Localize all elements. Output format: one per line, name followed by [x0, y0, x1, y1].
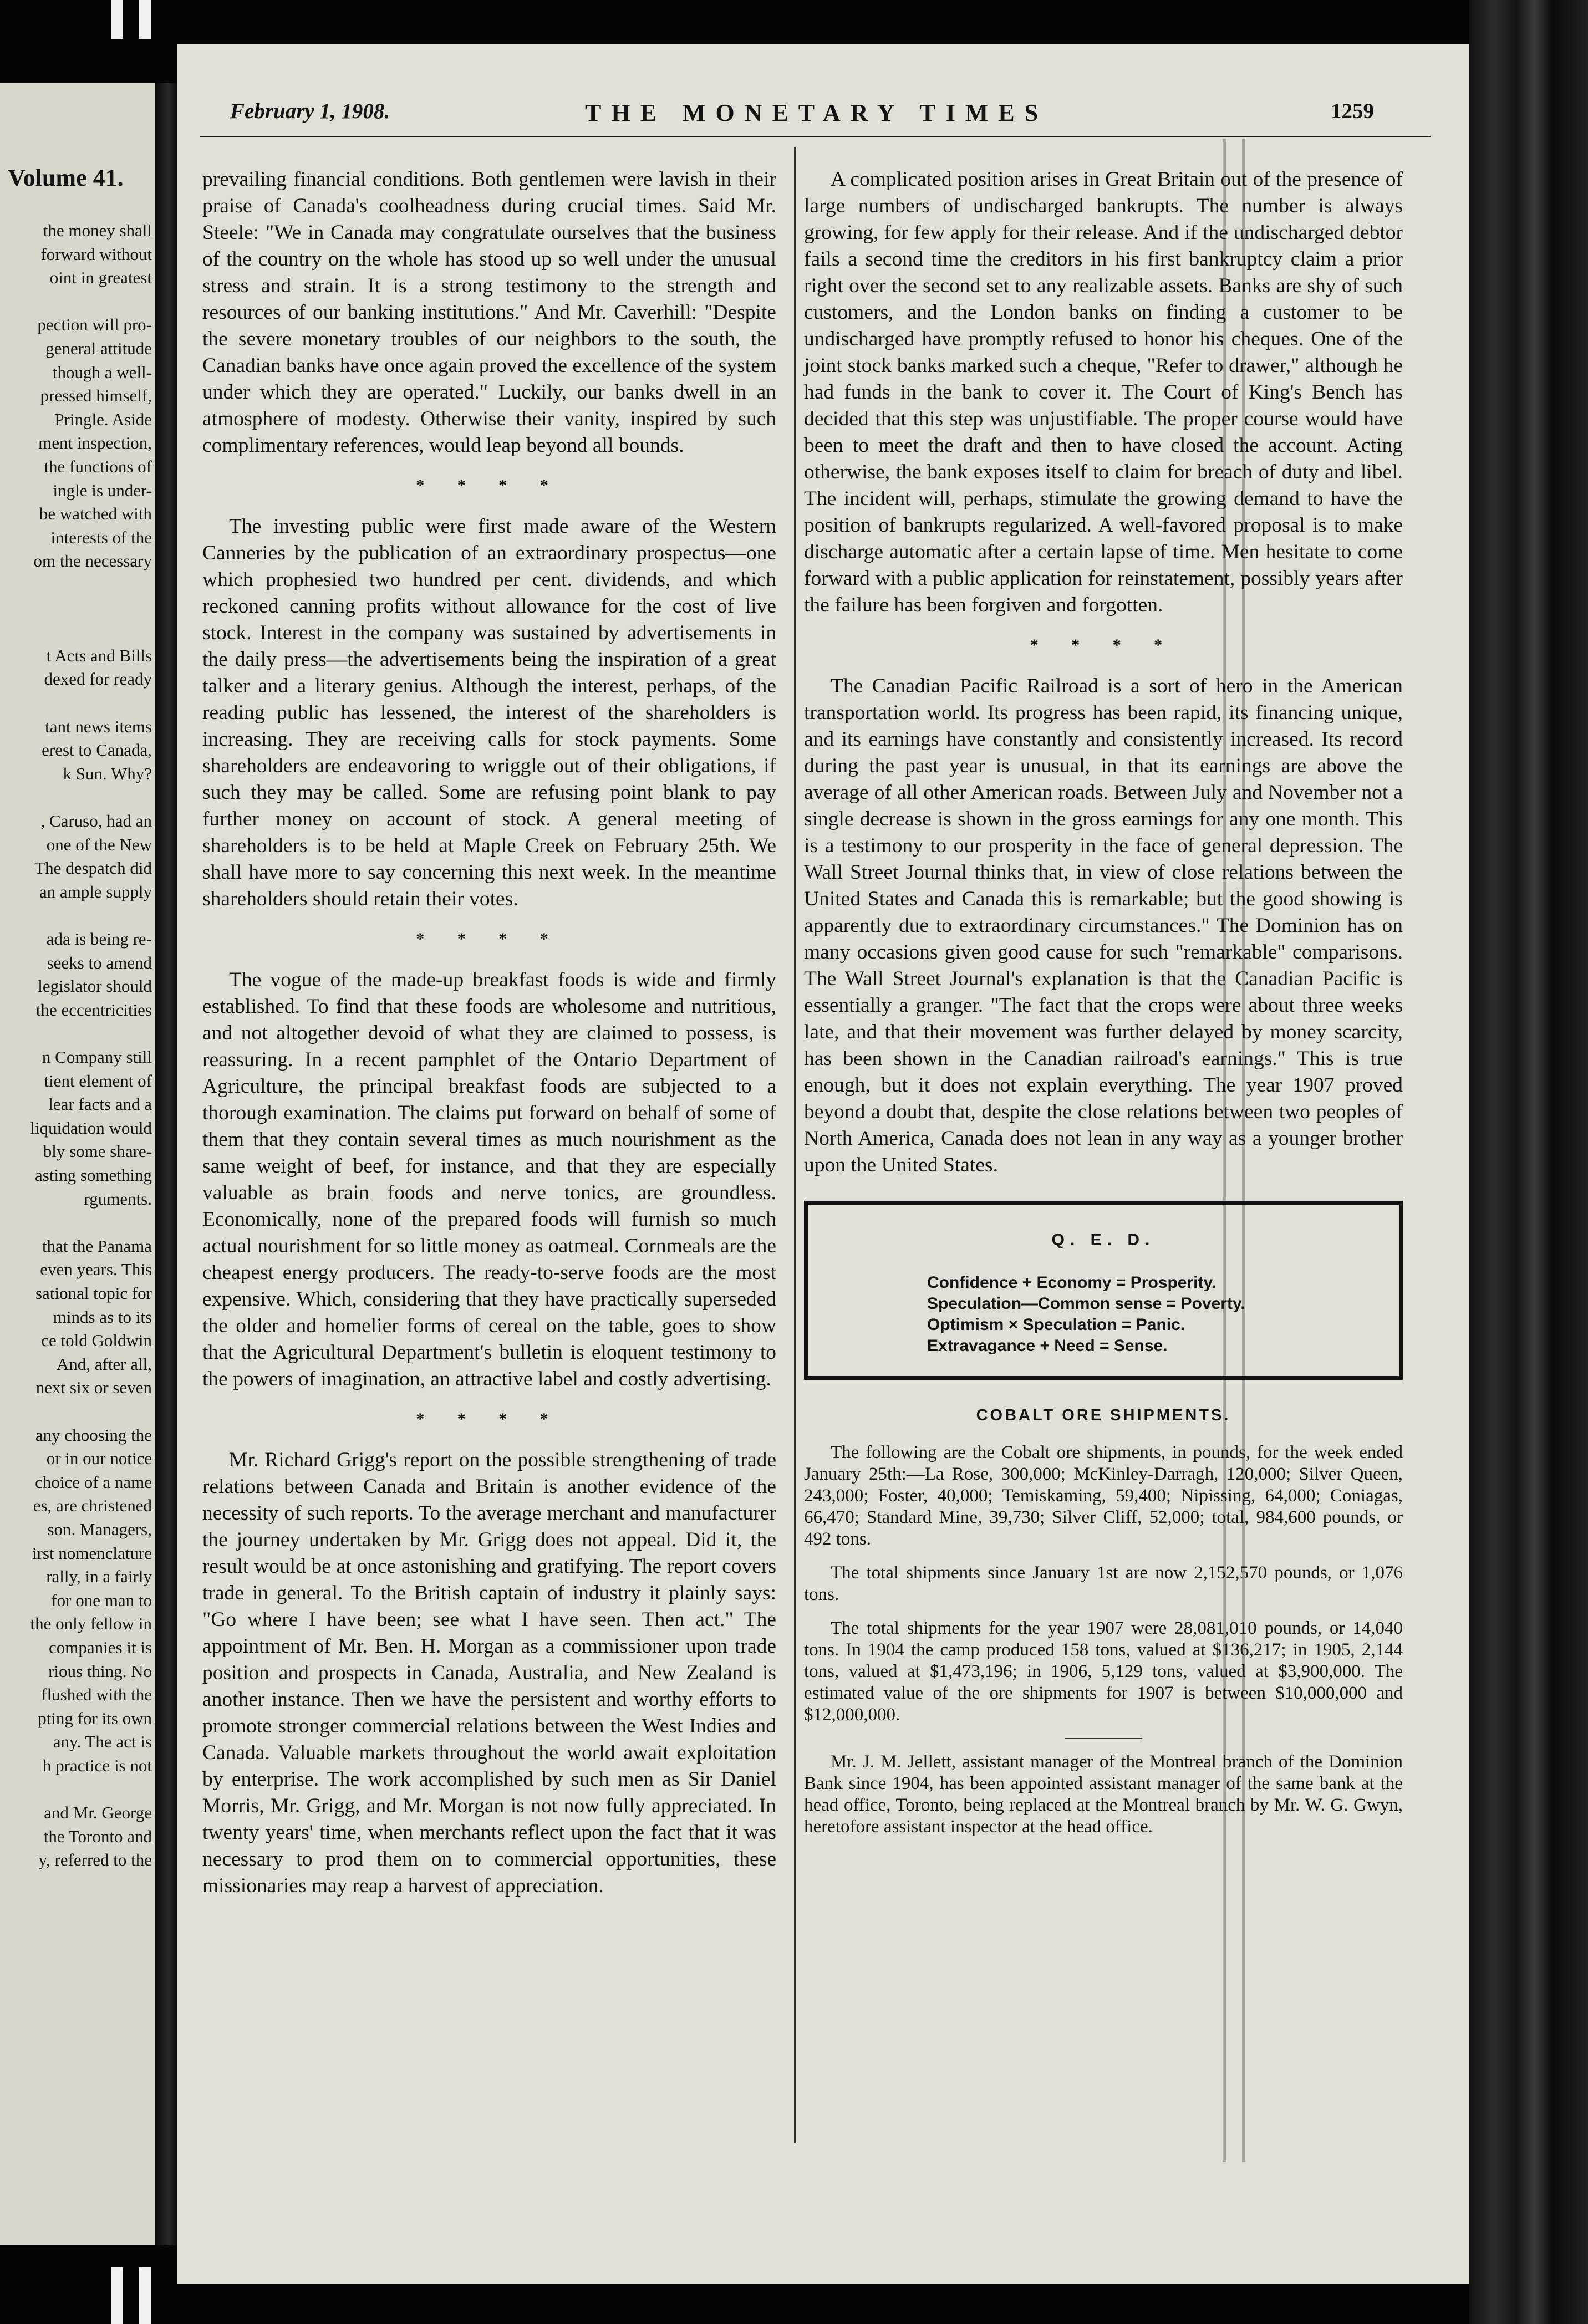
- section-separator: * * * *: [416, 930, 563, 948]
- facing-page-line: one of the New: [46, 834, 152, 854]
- film-mark-top-left-1: [111, 0, 123, 39]
- facing-page-line: rally, in a fairly: [46, 1567, 152, 1587]
- facing-page-line: general attitude: [45, 339, 152, 358]
- article-bank-praise: prevailing financial conditions. Both gentlemen were lavish in their praise of Canada's coolheadness during crucial times. Said Mr. Steele: "We in Canada may congratulate ourselves that the business of the country on the whole has stood up so well under the unusual stress and strain. It is a strong testimony to the strength and resources of our banking institutions." And Mr. Caverhill: "Despite the severe monetary troubles of our neighbors to the south, the Canadian banks have once again proved the excellence of the system under which they are operated." Luckily, our banks dwell in an atmosphere of modesty. Otherwise their vanity, inspired by such complimentary references, would leap beyond all bounds.: [202, 168, 777, 457]
- divider: [1065, 1738, 1142, 1739]
- facing-page-line: that the Panama: [42, 1236, 152, 1256]
- facing-page-line: Pringle. Aside: [54, 409, 152, 429]
- facing-page-line: bly some share-: [43, 1141, 152, 1161]
- facing-page-line: and Mr. George: [44, 1803, 152, 1823]
- facing-page-line: choice of a name: [35, 1472, 152, 1492]
- facing-page-line: And, after all,: [56, 1354, 152, 1374]
- jellett-notice: Mr. J. M. Jellett, assistant manager of the Montreal branch of the Dominion Bank since 1904, has been appointed assistant manager of the same bank at the head office, Toronto, being replaced at the Montreal branch by Mr. W. G. Gwyn, heretofore assistant inspector at the head office.: [804, 1752, 1403, 1837]
- facing-page-line: forward without: [40, 244, 152, 264]
- facing-page-line: ment inspection,: [38, 433, 152, 453]
- facing-page-line: , Caruso, had an: [40, 811, 152, 830]
- facing-page-line: the Toronto and: [43, 1826, 152, 1846]
- facing-page-line: ada is being re-: [46, 929, 152, 949]
- facing-page-line: seeks to amend: [47, 952, 152, 972]
- facing-page-line: interests of the: [50, 527, 152, 547]
- article-grigg-report: Mr. Richard Grigg's report on the possible strengthening of trade relations between Canada and Britain is another evidence of the necessity of such reports. To the average merchant and manufacturer the journey undertaken by Mr. Grigg does not appeal. Did it, the result would be at once astonishing and gratifying. The report covers trade in general. To the British captain of industry it plainly says: "Go where I have been; see what I have seen. Then act." The appointment of Mr. Ben. H. Morgan as a commissioner upon trade position and prospects in Canada, Australia, and New Zealand is another instance. Then we have the persistent and worthy efforts to promote stronger commercial relations between the West Indies and Canada. Valuable markets throughout the world await exploitation by enterprise. The work accomplished by such men as Sir Daniel Morris, Mr. Grigg, and Mr. Morgan is not now fully appreciated. In twenty years' time, when merchants reflect upon the fact that it was necessary to prod them on to commercial opportunities, these missionaries may reap a harvest of appreciation.: [202, 1449, 776, 1897]
- facing-page-line: rguments.: [84, 1189, 152, 1209]
- facing-page-line: oint in greatest: [49, 268, 152, 288]
- issue-date: February 1, 1908.: [230, 99, 390, 123]
- section-separator: * * * *: [416, 1410, 563, 1428]
- facing-page-line: any. The act is: [53, 1732, 152, 1752]
- facing-page-line: son. Managers,: [47, 1520, 152, 1539]
- qed-line: Confidence + Economy = Prosperity.: [927, 1273, 1217, 1292]
- cobalt-since-january: The total shipments since January 1st are now 2,152,570 pounds, or 1,076 tons.: [804, 1563, 1403, 1604]
- facing-page-line: y, referred to the: [38, 1850, 152, 1870]
- qed-line: Optimism × Speculation = Panic.: [927, 1316, 1185, 1334]
- facing-page-line: k Sun. Why?: [63, 763, 152, 783]
- qed-title: Q. E. D.: [1051, 1231, 1156, 1249]
- facing-page-line: though a well-: [52, 362, 152, 382]
- header-rule: [200, 136, 1431, 137]
- facing-page-line: tant news items: [45, 716, 152, 736]
- facing-page-line: sational topic for: [35, 1283, 152, 1303]
- facing-page-line: pting for its own: [38, 1708, 152, 1728]
- facing-page-line: companies it is: [49, 1638, 152, 1657]
- film-mark-top-left-2: [139, 0, 151, 39]
- facing-page-line: the eccentricities: [35, 1000, 152, 1020]
- volume-label: Volume 41.: [8, 164, 124, 191]
- facing-page-line: n Company still: [42, 1047, 152, 1067]
- facing-page-line: asting something: [35, 1165, 152, 1185]
- facing-page-line: h practice is not: [42, 1756, 152, 1775]
- facing-page-line: erest to Canada,: [42, 740, 152, 760]
- masthead-title: THE MONETARY TIMES: [585, 99, 1049, 126]
- facing-page-line: the functions of: [44, 457, 152, 476]
- facing-page-line: even years. This: [40, 1260, 152, 1280]
- facing-page-line: minds as to its: [53, 1307, 152, 1327]
- facing-page-line: for one man to: [51, 1590, 152, 1610]
- facing-page-line: pection will pro-: [37, 315, 152, 335]
- facing-page-line: flushed with the: [41, 1685, 152, 1705]
- article-breakfast-foods: The vogue of the made-up breakfast foods is wide and firmly established. To find that these foods are wholesome and nutritious, and not altogether devoid of what they are claimed to possess, is reassuring. In a recent pamphlet of the Ontario Department of Agriculture, the principal breakfast foods are subjected to a thorough examination. The claims put forward on behalf of some of them that they contain several times as much nourishment as the same weight of beef, for instance, and that they are especially valuable as brain foods and nerve tonics, are groundless. Economically, none of the prepared foods will furnish so much actual nourishment for so little money as oatmeal. Cornmeals are the cheapest energy producers. The ready-to-serve foods are the most expensive. Which, considering that they have practically superseded the older and homelier forms of cereal on the table, goes to show that the Agricultural Department's bulletin is eloquent testimony to the powers of imagination, an attractive label and costly advertising.: [202, 969, 776, 1390]
- left-column: [202, 166, 776, 1899]
- facing-page-line: es, are christened: [33, 1496, 152, 1516]
- facing-page-line: legislator should: [38, 976, 152, 996]
- cobalt-weekly: The following are the Cobalt ore shipments, in pounds, for the week ended January 25th:—La Rose, 300,000; McKinley-Darragh, 120,000; Silver Queen, 243,000; Foster, 40,000; Temiskaming, 59,400; Nipissing, 64,000; Coniagas, 66,470; Standard Mine, 39,730; Silver Cliff, 52,000; total, 984,600 pounds, or 492 tons.: [804, 1443, 1403, 1549]
- cobalt-yearly: The total shipments for the year 1907 were 28,081,010 pounds, or 14,040 tons. In 1904 the camp produced 158 tons, valued at $136,217; in 1905, 2,144 tons, valued at $1,473,196; in 1906, 5,129 tons, valued at $3,900,000. The estimated value of the ore shipments for 1907 is between $10,000,000 and $12,000,000.: [804, 1618, 1403, 1725]
- facing-page-line: om the necessary: [33, 551, 152, 571]
- facing-page-line: the only fellow in: [30, 1614, 152, 1634]
- facing-page-line: ce told Goldwin: [41, 1331, 152, 1350]
- facing-page-line: The despatch did: [34, 858, 152, 878]
- facing-page-line: or in our notice: [46, 1449, 152, 1469]
- facing-page-line: pressed himself,: [40, 386, 152, 406]
- film-mark-bottom-left-2: [139, 2267, 151, 2324]
- facing-page-line: the money shall: [43, 221, 152, 240]
- section-separator: * * * *: [416, 476, 563, 495]
- facing-page-fragment: [0, 83, 155, 2245]
- facing-page-line: be watched with: [39, 504, 152, 524]
- facing-page-line: rious thing. No: [48, 1661, 152, 1681]
- facing-page-line: irst nomenclature: [32, 1543, 152, 1563]
- facing-page-line: tient element of: [44, 1071, 152, 1090]
- section-separator: * * * *: [1030, 636, 1177, 654]
- facing-page-line: any choosing the: [35, 1425, 152, 1445]
- qed-box: [804, 1201, 1403, 1380]
- article-undischarged-bankrupts: A complicated position arises in Great Britain out of the presence of large numbers of undischarged bankrupts. The number is always growing, for few apply for their release. And if the undischarged debtor fails a second time the creditors in his first bankruptcy claim a prior right over the second set to any realizable assets. Banks are shy of such customers, and the London banks on finding a customer to be undischarged have promptly refused to honor his cheques. One of the joint stock banks marked such a cheque, "Refer to drawer," although he had funds in the bank to cover it. The Court of King's Bench has decided that this step was unjustifiable. The proper course would have been to meet the draft and then to have closed the account. Acting otherwise, the bank exposes itself to claim for breach of duty and libel. The incident will, perhaps, stimulate the growing demand to have the position of bankrupts regularized. A well-favored proposal is to make discharge automatic after a certain lapse of time. Men hesitate to come forward with a public application for reinstatement, possibly years after the failure has been forgiven and forgotten.: [804, 168, 1403, 616]
- film-mark-bottom-left-1: [111, 2267, 123, 2324]
- article-canadian-pacific: The Canadian Pacific Railroad is a sort of hero in the American transportation world. Its progress has been rapid, its financing unique, and its earnings have constantly and consistently increased. Its record during the past year is unusual, in that its earnings are above the average of all other American roads. Between July and November not a single decrease is shown in the gross earnings for any one month. This is a testimony to our prosperity in the face of general depression. The Wall Street Journal thinks that, in view of close relations between the United States and Canada this is remarkable; but the good showing is apparently due to extraordinary circumstances." The Dominion has on many occasions given good cause for such "remarkable" comparisons. The Wall Street Journal's explanation is that the Canadian Pacific is essentially a granger. "The fact that the crops were about three weeks late, and that their movement was further delayed by money scarcity, has been shown in the Canadian railroad's earnings." This is true enough, but it does not explain everything. The year 1907 proved beyond a doubt that, despite the close relations between two peoples of North America, Canada does not lean in any way as a younger brother upon the United States.: [804, 675, 1403, 1176]
- qed-line: Extravagance + Need = Sense.: [927, 1337, 1168, 1355]
- facing-page-line: ingle is under-: [53, 480, 152, 500]
- qed-line: Speculation—Common sense = Poverty.: [927, 1294, 1245, 1313]
- cobalt-heading: COBALT ORE SHIPMENTS.: [976, 1406, 1231, 1424]
- page-edge-stack: [1469, 0, 1588, 2324]
- facing-page-line: liquidation would: [30, 1118, 152, 1138]
- article-western-canneries: The investing public were first made aware of the Western Canneries by the publication of an extraordinary prospectus—one which prophesied two hundred per cent. dividends, and which reckoned canning profits without allowance for the cost of live stock. Interest in the company was sustained by advertisements in the daily press—the advertisements being the inspiration of a great talker and a literary genius. Although the interest, perhaps, of the reading public has lessened, the interest of the shareholders is increasing. They are receiving calls for stock payments. Some shareholders are endeavoring to wriggle out of their obligations, if such they may be called. Some are refusing point blank to pay further money on account of stock. A general meeting of shareholders is to be held at Maple Creek on February 25th. We shall have more to say concerning this next week. In the meantime shareholders should retain their votes.: [202, 515, 776, 910]
- page-gutter: [155, 83, 177, 2245]
- column-rule: [794, 147, 796, 2143]
- facing-page-line: next six or seven: [35, 1378, 152, 1398]
- facing-page-line: t Acts and Bills: [46, 645, 152, 665]
- facing-page-line: lear facts and a: [48, 1094, 152, 1114]
- right-column: [804, 166, 1403, 1838]
- page-number: 1259: [1331, 99, 1374, 123]
- facing-page-line: dexed for ready: [44, 669, 152, 689]
- facing-page-line: an ample supply: [39, 881, 152, 901]
